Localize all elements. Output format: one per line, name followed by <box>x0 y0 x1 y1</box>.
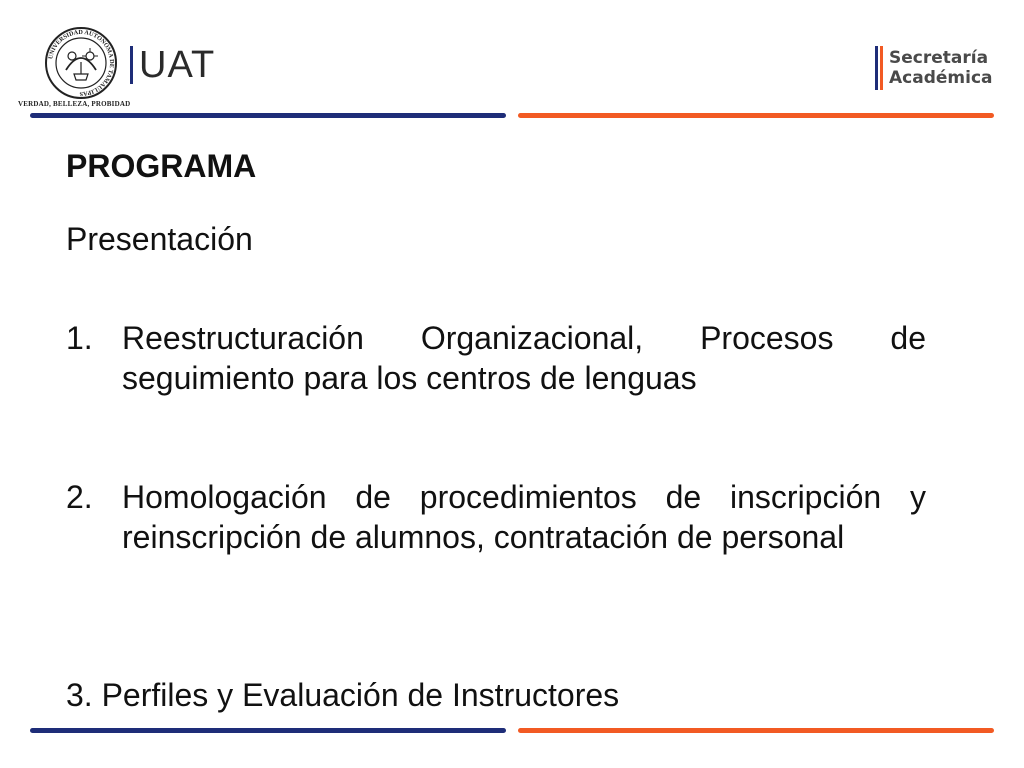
logo-bar-blue <box>875 46 878 90</box>
top-rule-blue <box>30 113 506 118</box>
uat-logo <box>130 46 215 84</box>
secretaria-academica-logo <box>875 46 993 90</box>
list-item-number: 1. <box>66 320 93 356</box>
seal-motto: VERDAD, BELLEZA, PROBIDAD <box>18 100 131 108</box>
logo-bars <box>875 46 883 90</box>
list-item: 3. Perfiles y Evaluación de Instructores <box>66 677 620 713</box>
list-item-text: Reestructuración Organizacional, Procesos de seguimiento para los centros de lenguas <box>122 320 926 396</box>
slide-subtitle: Presentación <box>66 221 253 257</box>
list-item <box>66 477 926 557</box>
list-item-text: Homologación de procedimientos de inscripción y reinscripción de alumnos, contratación de personal <box>122 479 926 555</box>
slide-title: PROGRAMA <box>66 148 257 184</box>
bottom-rule-orange <box>518 728 994 733</box>
logo-text <box>889 46 993 90</box>
bottom-rule-blue <box>30 728 506 733</box>
uat-logo-text: UAT <box>139 44 216 86</box>
logo-line-academica: Académica <box>889 68 993 88</box>
top-rule-orange <box>518 113 994 118</box>
logo-line-secretaria: Secretaría <box>889 48 989 68</box>
list-item <box>66 318 926 398</box>
uat-seal-icon <box>44 26 118 100</box>
logo-bar-orange <box>880 46 883 90</box>
uat-logo-bar <box>130 46 133 84</box>
list-item-number: 2. <box>66 479 93 515</box>
seal-ring-text: UNIVERSIDAD AUTONOMA DE TAMAULIPAS <box>47 28 116 98</box>
